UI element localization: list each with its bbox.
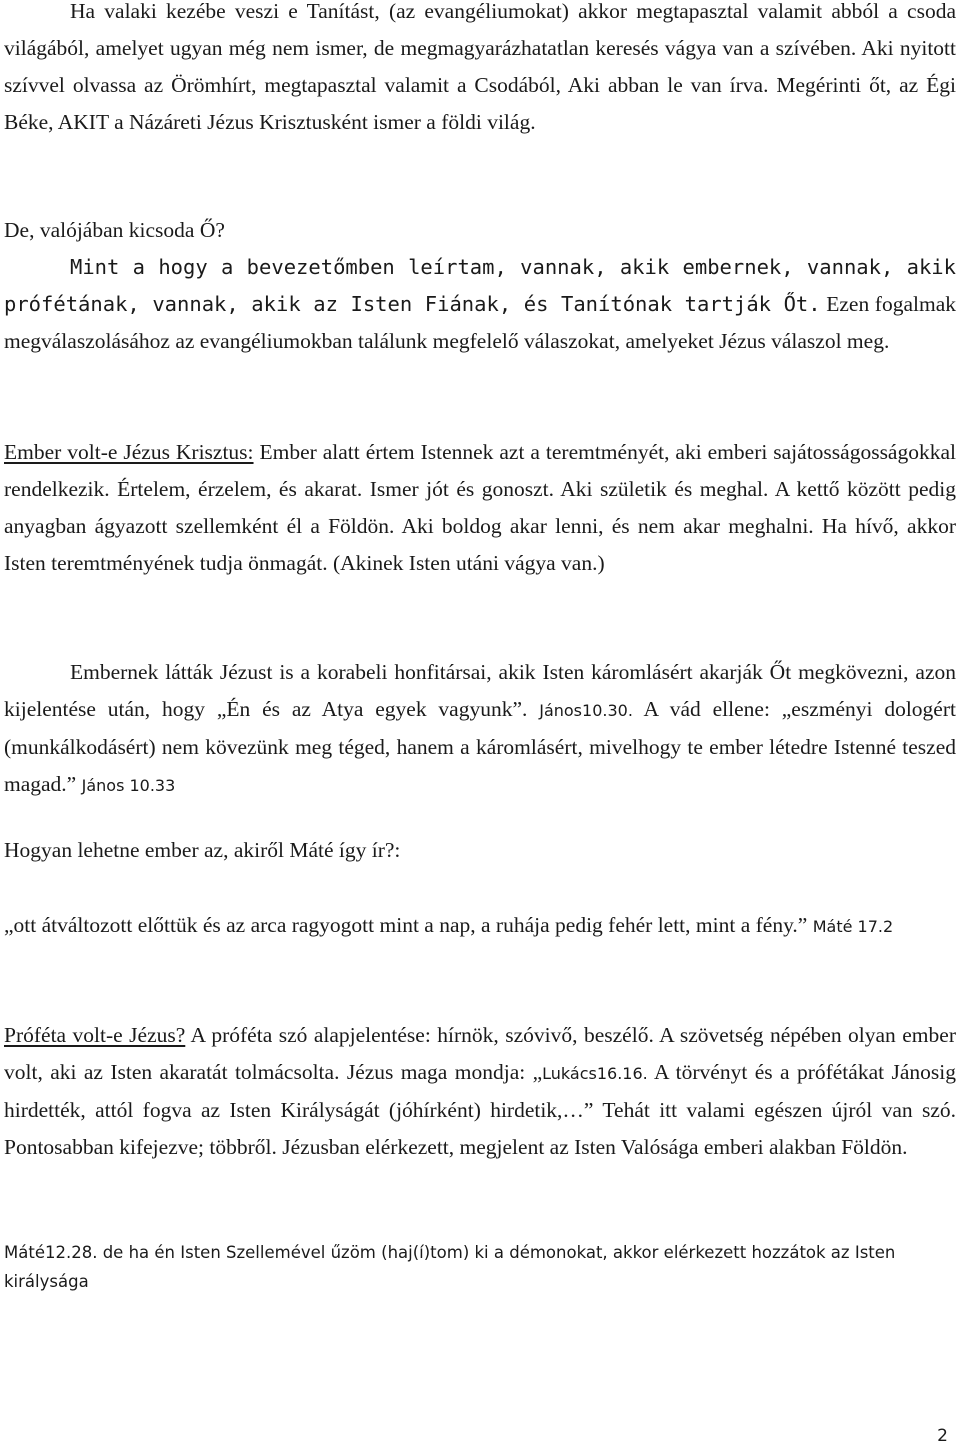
paragraph-stoning-text-b: A vád ellene: „eszményi dologért (munkálkodásért) nem kövezünk meg téged, hanem a káromlásért, mivelhogy te ember létedre Istenné teszed magad.”: [4, 697, 956, 796]
paragraph-views-mono-text: Mint a hogy a bevezetőmben leírtam, vannak, akik embernek, vannak, akik prófétának, vannak, akik az Isten Fiának, és Tanítónak tartják Őt.: [4, 255, 956, 316]
paragraph-transfiguration: [4, 907, 956, 945]
paragraph-kingdom: [4, 1238, 956, 1296]
section-heading-human: Ember volt-e Jézus Krisztus:: [4, 440, 254, 464]
transfiguration-quote: „ott átváltozott előttük és az arca ragyogott mint a nap, a ruhája pedig fehér lett, mint a fény.”: [4, 913, 808, 937]
bible-reference-john-10-30: János10.30.: [539, 701, 633, 720]
paragraph-intro: [4, 0, 956, 141]
paragraph-views: [4, 249, 956, 360]
paragraph-human-text: Ember alatt értem Istennek azt a teremtményét, aki emberi sajátosságosságokkal rendelkezik. Értelem, érzelem, és akarat. Ismer jót és gonoszt. Aki születik és meghal. A kettő között pedig anyagban ágyazott szellemként él a Földön. Aki boldog akar lenni, és nem akar meghalni. Ha hívő, akkor Isten teremtményének tudja önmagát. (Akinek Isten utáni vágya van.): [4, 440, 956, 575]
section-heading-prophet: Próféta volt-e Jézus?: [4, 1023, 186, 1047]
page-number: 2: [937, 1426, 948, 1446]
bible-reference-matthew-17-2: Máté 17.2: [812, 917, 894, 936]
paragraph-views-text: Ezen fogalmak megválaszolásához az evangéliumokban találunk megfelelő válaszokat, amelyeket Jézus válaszol meg.: [4, 292, 956, 353]
question-heading: [4, 212, 956, 249]
bible-reference-john-10-33: János 10.33: [81, 776, 176, 795]
paragraph-intro-text: Ha valaki kezébe veszi e Tanítást, (az evangéliumokat) akkor megtapasztal valamit abból a csoda világából, amelyet ugyan még nem ismer, de megmagyarázhatatlan keresés vágya van a szívében. Aki nyitott szívvel olvassa az Örömhírt, megtapasztal valamit a Csodából, Aki abban le van írva. Megérinti őt, az Égi Béke, AKIT a Názáreti Jézus Krisztusként ismer a földi világ.: [4, 0, 956, 134]
paragraph-prophet: [4, 1017, 956, 1166]
paragraph-matthew-question-text: Hogyan lehetne ember az, akiről Máté így ír?:: [4, 838, 401, 862]
paragraph-matthew-question: [4, 832, 956, 869]
paragraph-kingdom-text: de ha én Isten Szellemével űzöm (haj(í)tom) ki a démonokat, akkor elérkezett hozzátok az Isten királysága: [4, 1243, 896, 1291]
paragraph-prophet-text-b: A törvényt és a prófétákat Jánosig hirdették, attól fogva az Isten Királyságát (jóhírként) hirdetik,…” Tehát itt valami egészen újról van szó. Pontosabban kifejezve; többről. Jézusban elérkezett, megjelent az Isten Valósága emberi alakban Földön.: [4, 1060, 956, 1159]
question-heading-text: De, valójában kicsoda Ő?: [4, 218, 225, 242]
paragraph-human: [4, 434, 956, 582]
bible-reference-luke-16-16: Lukács16.16.: [542, 1064, 648, 1083]
bible-reference-matthew-12-28: Máté12.28.: [4, 1243, 98, 1262]
paragraph-prophet-text-a: A próféta szó alapjelentése: hírnök, szóvivő, beszélő. A szövetség népében olyan ember volt, aki az Isten akaratát tolmácsolta. Jézus maga mondja: „: [4, 1023, 956, 1084]
paragraph-stoning-text-a: Embernek látták Jézust is a korabeli honfitársai, akik Isten káromlásért akarják Őt megkövezni, azon kijelentése után, hogy „Én és az Atya egyek vagyunk”.: [4, 660, 956, 721]
paragraph-stoning: [4, 654, 956, 804]
